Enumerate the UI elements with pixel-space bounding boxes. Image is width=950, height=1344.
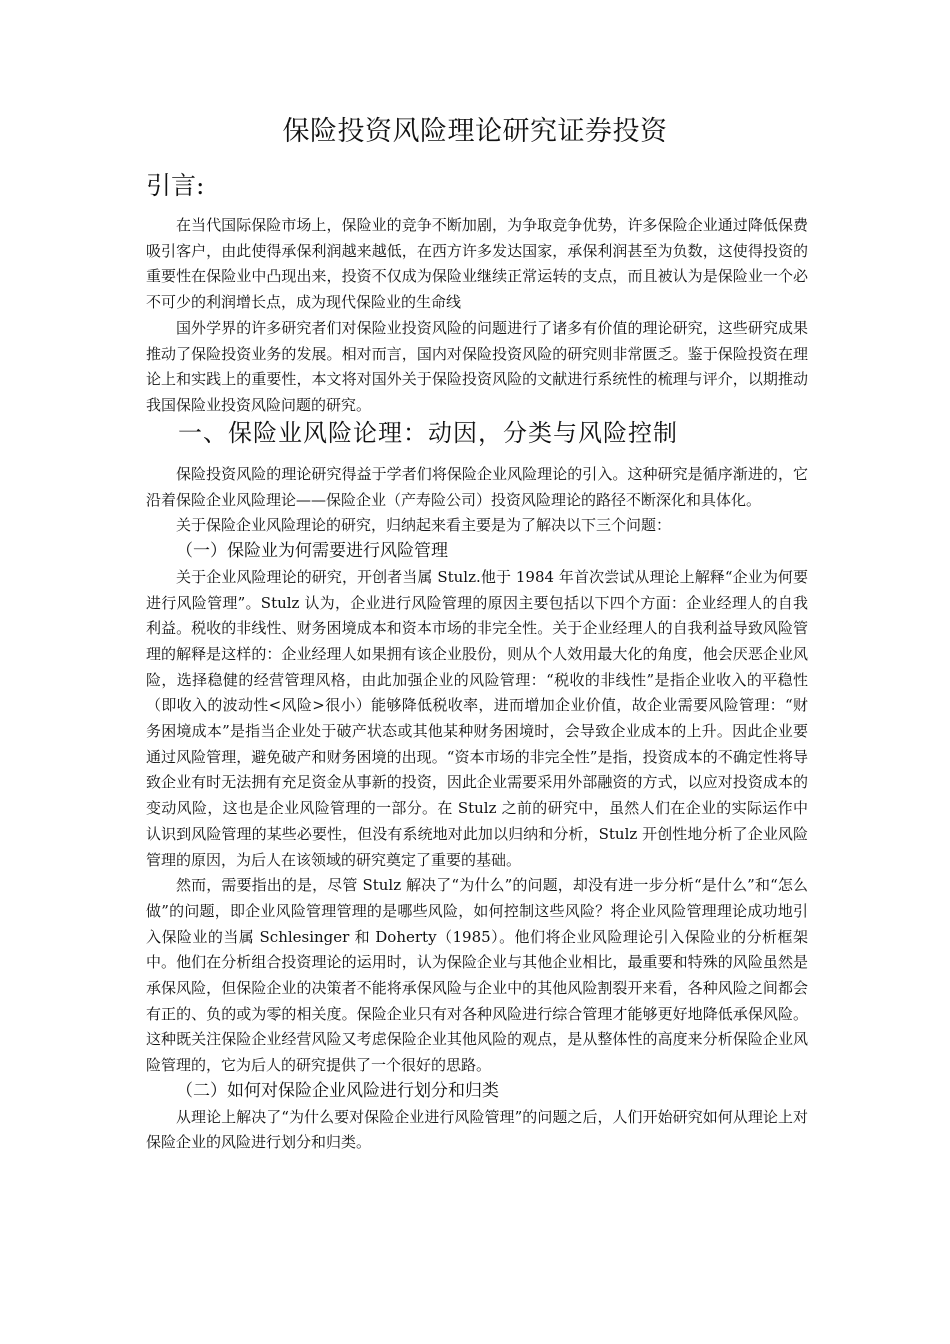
subsection-1-heading: （一）保险业为何需要进行风险管理 [176,541,448,562]
section-1-body [146,462,808,1156]
subsection-2-paragraph-1: 从理论上解决了“为什么要对保险企业进行风险管理”的问题之后，人们开始研究如何从理论上对保险企业的风险进行划分和归类。 [146,1107,808,1152]
subsection-2-heading: （二）如何对保险企业风险进行划分和归类 [176,1080,499,1101]
intro-heading: 引言: [146,171,205,200]
section-1-paragraph-2: 关于保险企业风险理论的研究，归纳起来看主要是为了解决以下三个问题： [176,516,672,535]
intro-paragraph-2: 国外学界的许多研究者们对保险业投资风险的问题进行了诸多有价值的理论研究，这些研究成果推动了保险投资业务的发展。相对而言，国内对保险投资风险的研究则非常匮乏。鉴于保险投资在理论上和实践上的重要性，本文将对国外关于保险投资风险的文献进行系统性的梳理与评介，以期推动我国保险业投资风险问题的研究。 [146,318,808,414]
section-1-heading: 一、保险业风险论理：动因，分类与风险控制 [178,419,678,447]
intro-paragraph-1: 在当代国际保险市场上，保险业的竞争不断加剧，为争取竞争优势，许多保险企业通过降低保费吸引客户，由此使得承保利润越来越低，在西方许多发达国家，承保利润甚至为负数，这使得投资的重要性在保险业中凸现出来，投资不仅成为保险业继续正常运转的支点，而且被认为是保险业一个必不可少的利润增长点，成为现代保险业的生命线 [146,216,808,312]
intro-section [146,213,808,419]
document-title: 保险投资风险理论研究证券投资 [282,116,668,147]
subsection-1-paragraph-1: 关于企业风险理论的研究，开创者当属 Stulz.他于 1984 年首次尝试从理论上解释“企业为何要进行风险管理”。Stulz 认为，企业进行风险管理的原因主要包括以下四个方面：企业经理人的自我利益。税收的非线性、财务困境成本和资本市场的非完全性。关于企业经理人的自我利益导致风险管理的解释是这样的：企业经理人如果拥有该企业股份，则从个人效用最大化的角度，他会厌恶企业风险，选择稳健的经营管理风格，由此加强企业的风险管理：“税收的非线性”是指企业收入的平稳性（即收入的波动性<风险>很小）能够降低税收率，进而增加企业价值，故企业需要风险管理：“财务困境成本”是指当企业处于破产状态或其他某种财务困境时，会导致企业成本的上升。因此企业要通过风险管理，避免破产和财务困境的出现。“资本市场的非完全性”是指，投资成本的不确定性将导致企业有时无法拥有充足资金从事新的投资，因此企业需要采用外部融资的方式，以应对投资成本的变动风险，这也是企业风险管理的一部分。在 Stulz 之前的研究中，虽然人们在企业的实际运作中认识到风险管理的某些必要性，但没有系统地对此加以归纳和分析，Stulz 开创性地分析了企业风险管理的原因，为后人在该领域的研究奠定了重要的基础。 [146,567,808,869]
subsection-1-paragraph-2: 然而，需要指出的是，尽管 Stulz 解决了“为什么”的问题，却没有进一步分析“是什么”和“怎么做”的问题，即企业风险管理管理的是哪些风险，如何控制这些风险？将企业风险管理理论成功地引入保险业的当属 Schlesinger 和 Doherty（1985）。他们将企业风险理论引入保险业的分析框架中。他们在分析组合投资理论的运用时，认为保险企业与其他企业相比，最重要和特殊的风险虽然是承保风险，但保险企业的决策者不能将承保风险与企业中的其他风险割裂开来看，各种风险之间都会有正的、负的或为零的相关度。保险企业只有对各种风险进行综合管理才能够更好地降低承保风险。这种既关注保险企业经营风险又考虑保险企业其他风险的观点，是从整体性的高度来分析保险企业风险管理的，它为后人的研究提供了一个很好的思路。 [146,876,808,1075]
section-1-paragraph-1: 保险投资风险的理论研究得益于学者们将保险企业风险理论的引入。这种研究是循序渐进的，它沿着保险企业风险理论——保险企业（产寿险公司）投资风险理论的路径不断深化和具体化。 [146,465,808,509]
